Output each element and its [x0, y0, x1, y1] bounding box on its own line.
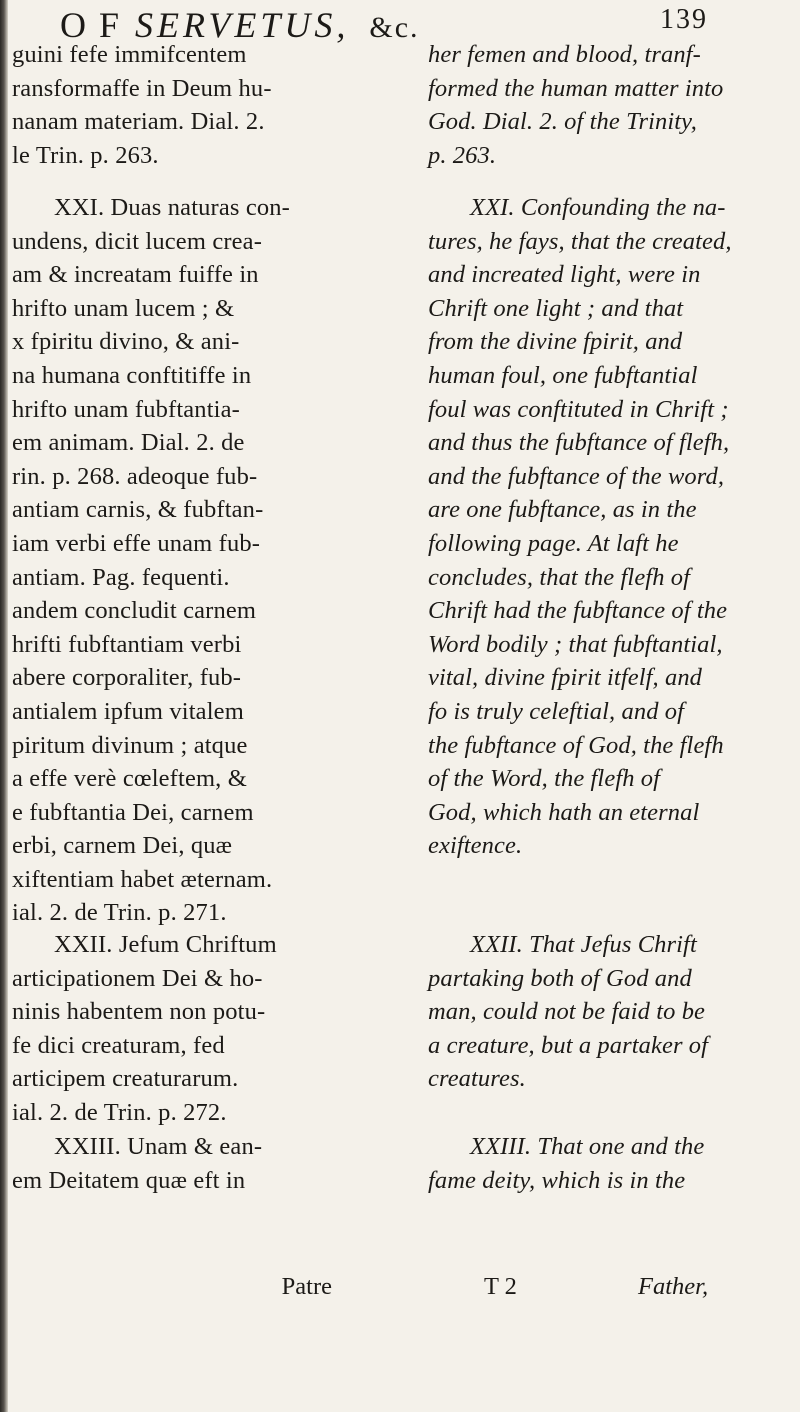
text-line: her femen and blood, tranf-: [428, 41, 701, 68]
english-intro-block: [428, 38, 790, 172]
text-line: man, could not be faid to be: [428, 998, 706, 1026]
text-line: tures, he fays, that the created,: [428, 227, 732, 255]
catchword: Patre: [281, 1273, 332, 1300]
text-line: Word bodily ; that fubftantial,: [428, 630, 723, 658]
catchword: Father,: [638, 1273, 709, 1300]
text-line: erbi, carnem Dei, quæ: [12, 832, 233, 860]
text-line: em Deitatem quæ eft in: [12, 1166, 246, 1194]
english-article-xxiii: [428, 1130, 790, 1197]
text-line: hrifti fubftantiam verbi: [12, 630, 242, 658]
page-number: 139: [660, 4, 708, 35]
text-line: nanam materiam. Dial. 2.: [12, 108, 265, 136]
text-line: God, which hath an eternal: [428, 798, 700, 826]
text-line: fo is truly celeftial, and of: [428, 697, 685, 725]
text-line: from the divine fpirit, and: [428, 328, 683, 356]
text-line: the fubftance of God, the flefh: [428, 731, 724, 759]
article-heading: XXI. Confounding the na-: [470, 194, 726, 221]
english-article-xxii: [428, 928, 790, 1096]
latin-article-xxi: [12, 191, 402, 930]
text-line: x fpiritu divino, & ani-: [12, 328, 240, 356]
text-line: creatures.: [428, 1065, 526, 1093]
text-line: antiam. Pag. fequenti.: [12, 563, 230, 591]
text-line: iam verbi effe unam fub-: [12, 529, 261, 557]
english-article-xxi: [428, 191, 790, 863]
article-heading: XXIII. Unam & ean-: [54, 1133, 263, 1160]
text-line: le Trin. p. 263.: [12, 141, 159, 169]
text-line: articipationem Dei & ho-: [12, 964, 263, 992]
article-heading: XXII. Jefum Chriftum: [54, 931, 277, 958]
latin-intro-block: [12, 38, 402, 172]
text-line: Chrift one light ; and that: [428, 294, 684, 322]
text-line: piritum divinum ; atque: [12, 731, 248, 759]
latin-article-xxiii: [12, 1130, 402, 1197]
text-line: ial. 2. de Trin. p. 271.: [12, 899, 227, 927]
text-line: am & increatam fuiffe in: [12, 261, 259, 289]
article-heading: XXII. That Jefus Chrift: [470, 931, 697, 958]
text-line: a effe verè cœleftem, &: [12, 765, 247, 793]
text-line: ransformaffe in Deum hu-: [12, 74, 272, 102]
text-line: ninis habentem non potu-: [12, 998, 266, 1026]
header-prefix: O F: [60, 5, 122, 45]
signature-mark: T 2: [484, 1273, 517, 1300]
text-line: vital, divine fpirit itfelf, and: [428, 664, 703, 692]
text-line: and increated light, were in: [428, 261, 701, 289]
text-line: concludes, that the flefh of: [428, 563, 691, 591]
header-etc: &c.: [369, 11, 420, 44]
binding-gutter: [0, 0, 8, 1412]
text-line: Chrift had the fubftance of the: [428, 597, 728, 625]
text-line: fe dici creaturam, fed: [12, 1031, 225, 1059]
text-line: of the Word, the flefh of: [428, 765, 661, 793]
text-line: following page. At laft he: [428, 529, 679, 557]
text-line: e fubftantia Dei, carnem: [12, 798, 254, 826]
text-line: na humana conftitiffe in: [12, 361, 252, 389]
article-heading: XXIII. That one and the: [470, 1133, 705, 1160]
text-line: hrifto unam fubftantia-: [12, 395, 240, 423]
latin-footer: [12, 1273, 402, 1307]
text-line: and the fubftance of the word,: [428, 462, 725, 490]
text-line: articipem creaturarum.: [12, 1065, 239, 1093]
text-line: undens, dicit lucem crea-: [12, 227, 263, 255]
english-footer: [428, 1273, 790, 1307]
text-line: and thus the fubftance of flefh,: [428, 429, 730, 457]
text-line: partaking both of God and: [428, 964, 692, 992]
text-line: antialem ipfum vitalem: [12, 697, 244, 725]
latin-article-xxii: [12, 928, 402, 1130]
header-title: SERVETUS,: [135, 5, 350, 45]
text-line: are one fubftance, as in the: [428, 496, 697, 524]
text-line: a creature, but a partaker of: [428, 1031, 709, 1059]
text-line: p. 263.: [428, 141, 497, 169]
text-line: fame deity, which is in the: [428, 1166, 686, 1194]
text-line: ial. 2. de Trin. p. 272.: [12, 1098, 227, 1126]
text-line: human foul, one fubftantial: [428, 361, 698, 389]
text-line: guini fefe immifcentem: [12, 41, 247, 68]
text-line: em animam. Dial. 2. de: [12, 429, 245, 457]
text-line: formed the human matter into: [428, 74, 724, 102]
text-line: xiftentiam habet æternam.: [12, 865, 273, 893]
text-line: rin. p. 268. adeoque fub-: [12, 462, 258, 490]
text-line: andem concludit carnem: [12, 597, 257, 625]
text-line: hrifto unam lucem ; &: [12, 294, 235, 322]
text-line: abere corporaliter, fub-: [12, 664, 242, 692]
text-line: God. Dial. 2. of the Trinity,: [428, 108, 698, 136]
article-heading: XXI. Duas naturas con-: [54, 194, 290, 221]
text-line: antiam carnis, & fubftan-: [12, 496, 264, 524]
text-line: exiftence.: [428, 832, 523, 860]
text-line: foul was conftituted in Chrift ;: [428, 395, 729, 423]
